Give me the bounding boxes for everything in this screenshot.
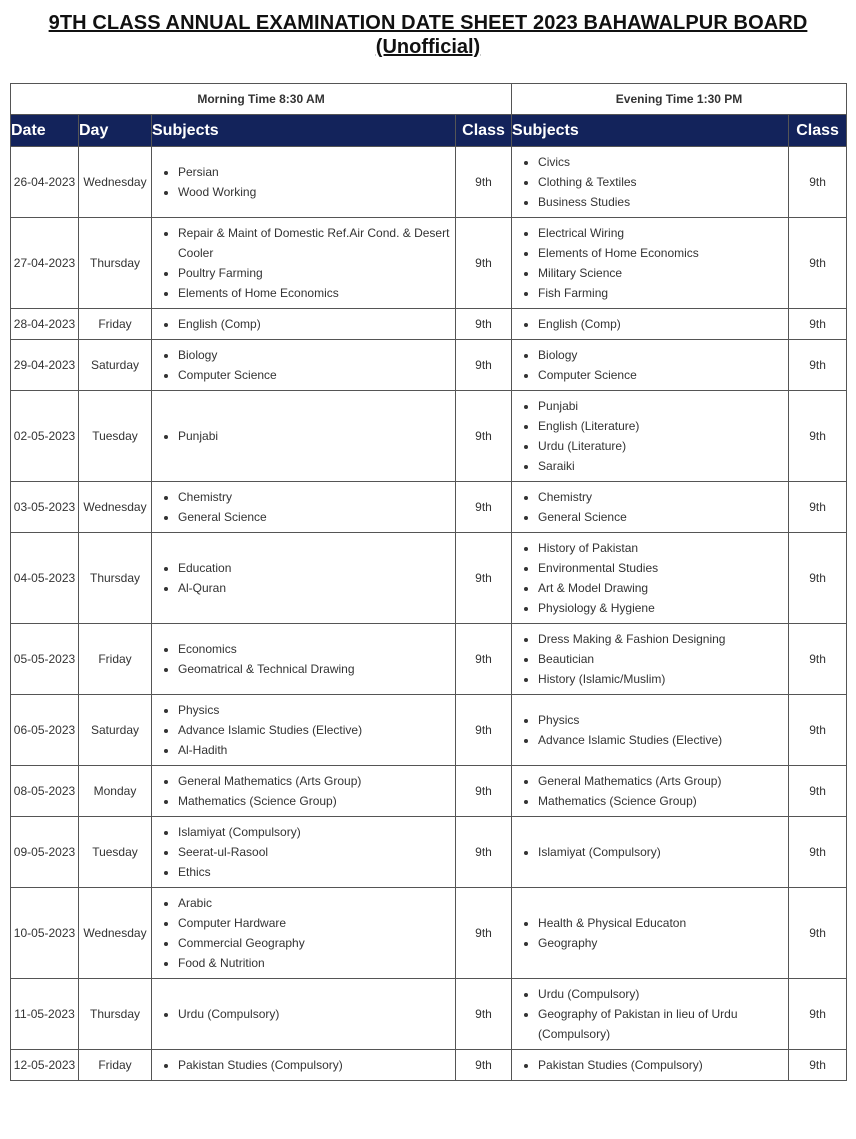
subject-item: • Commercial Geography: [178, 933, 455, 953]
evening-period-header: Evening Time 1:30 PM: [512, 84, 847, 115]
subject-item: • Fish Farming: [538, 283, 788, 303]
subject-item: • Poultry Farming: [178, 263, 455, 283]
subject-item: • Biology: [538, 345, 788, 365]
title-line-1: 9TH CLASS ANNUAL EXAMINATION DATE SHEET 2023 BAHAWALPUR BOARD: [48, 12, 808, 34]
evening-class: 9th: [789, 533, 847, 624]
subject-list: [512, 908, 788, 958]
evening-class: 9th: [789, 482, 847, 533]
subject-list: [152, 482, 455, 532]
subject-list: [512, 837, 788, 867]
morning-subjects: [152, 309, 456, 340]
subject-item: • General Science: [178, 507, 455, 527]
table-row: [11, 482, 847, 533]
evening-subjects: [512, 482, 789, 533]
header-subjects-evening: Subjects: [512, 115, 789, 147]
subject-item: • Al-Hadith: [178, 740, 455, 760]
subject-item: • Physics: [538, 710, 788, 730]
evening-class: 9th: [789, 817, 847, 888]
morning-class: 9th: [456, 979, 512, 1050]
subject-item: • English (Comp): [178, 314, 455, 334]
subject-item: • English (Comp): [538, 314, 788, 334]
evening-subjects: [512, 340, 789, 391]
subject-item: • Advance Islamic Studies (Elective): [538, 730, 788, 750]
morning-subjects: [152, 1050, 456, 1081]
morning-subjects: [152, 533, 456, 624]
subject-item: • Advance Islamic Studies (Elective): [178, 720, 455, 740]
subject-item: • Mathematics (Science Group): [538, 791, 788, 811]
exam-date: 29-04-2023: [11, 340, 79, 391]
evening-class: 9th: [789, 766, 847, 817]
subject-item: • Punjabi: [178, 426, 455, 446]
subject-list: [512, 705, 788, 755]
exam-day: Friday: [79, 1050, 152, 1081]
exam-date: 03-05-2023: [11, 482, 79, 533]
exam-date: 09-05-2023: [11, 817, 79, 888]
subject-item: • General Mathematics (Arts Group): [538, 771, 788, 791]
morning-subjects: [152, 218, 456, 309]
table-row: [11, 391, 847, 482]
evening-subjects: [512, 888, 789, 979]
exam-day: Tuesday: [79, 391, 152, 482]
subject-item: • Wood Working: [178, 182, 455, 202]
subject-item: • History of Pakistan: [538, 538, 788, 558]
subject-list: [512, 624, 788, 694]
subject-item: • General Science: [538, 507, 788, 527]
subject-item: • Education: [178, 558, 455, 578]
subject-list: [512, 533, 788, 623]
subject-list: [512, 391, 788, 481]
subject-item: • Art & Model Drawing: [538, 578, 788, 598]
evening-subjects: [512, 1050, 789, 1081]
subject-list: [152, 634, 455, 684]
exam-date: 27-04-2023: [11, 218, 79, 309]
subject-list: [152, 340, 455, 390]
subject-item: • Physics: [178, 700, 455, 720]
header-class-morning: Class: [456, 115, 512, 147]
evening-subjects: [512, 218, 789, 309]
subject-list: [512, 340, 788, 390]
morning-subjects: [152, 624, 456, 695]
subject-item: • Islamiyat (Compulsory): [538, 842, 788, 862]
morning-subjects: [152, 817, 456, 888]
evening-subjects: [512, 766, 789, 817]
subject-item: • Chemistry: [178, 487, 455, 507]
table-row: [11, 1050, 847, 1081]
subject-item: • Al-Quran: [178, 578, 455, 598]
evening-class: 9th: [789, 309, 847, 340]
exam-date: 12-05-2023: [11, 1050, 79, 1081]
table-row: [11, 766, 847, 817]
table-row: [11, 817, 847, 888]
subject-item: • Mathematics (Science Group): [178, 791, 455, 811]
evening-subjects: [512, 624, 789, 695]
subject-item: • Islamiyat (Compulsory): [178, 822, 455, 842]
subject-item: • Physiology & Hygiene: [538, 598, 788, 618]
table-row: [11, 309, 847, 340]
morning-class: 9th: [456, 482, 512, 533]
exam-day: Thursday: [79, 533, 152, 624]
morning-class: 9th: [456, 817, 512, 888]
subject-item: • Saraiki: [538, 456, 788, 476]
exam-date: 02-05-2023: [11, 391, 79, 482]
table-row: [11, 888, 847, 979]
morning-subjects: [152, 147, 456, 218]
subject-list: [152, 999, 455, 1029]
subject-item: • Arabic: [178, 893, 455, 913]
evening-class: 9th: [789, 218, 847, 309]
table-row: [11, 218, 847, 309]
morning-class: 9th: [456, 533, 512, 624]
exam-date: 11-05-2023: [11, 979, 79, 1050]
table-row: [11, 624, 847, 695]
column-header-row: [11, 115, 847, 147]
evening-subjects: [512, 817, 789, 888]
subject-item: • Computer Science: [178, 365, 455, 385]
table-body: [11, 147, 847, 1081]
subject-list: [152, 553, 455, 603]
subject-item: • Military Science: [538, 263, 788, 283]
exam-date: 05-05-2023: [11, 624, 79, 695]
exam-date: 28-04-2023: [11, 309, 79, 340]
evening-class: 9th: [789, 1050, 847, 1081]
subject-item: • Computer Hardware: [178, 913, 455, 933]
morning-subjects: [152, 888, 456, 979]
subject-item: • History (Islamic/Muslim): [538, 669, 788, 689]
subject-list: [512, 147, 788, 217]
subject-item: • Economics: [178, 639, 455, 659]
subject-item: • Chemistry: [538, 487, 788, 507]
subject-list: [512, 979, 788, 1049]
morning-class: 9th: [456, 218, 512, 309]
exam-day: Friday: [79, 624, 152, 695]
subject-item: • Electrical Wiring: [538, 223, 788, 243]
subject-item: • Seerat-ul-Rasool: [178, 842, 455, 862]
evening-class: 9th: [789, 695, 847, 766]
evening-class: 9th: [789, 624, 847, 695]
evening-subjects: [512, 309, 789, 340]
exam-date: 08-05-2023: [11, 766, 79, 817]
subject-item: • Urdu (Literature): [538, 436, 788, 456]
subject-item: • Punjabi: [538, 396, 788, 416]
evening-class: 9th: [789, 979, 847, 1050]
exam-day: Wednesday: [79, 888, 152, 979]
evening-subjects: [512, 147, 789, 218]
exam-date: 04-05-2023: [11, 533, 79, 624]
table-row: [11, 147, 847, 218]
date-sheet-table: [10, 83, 847, 1081]
subject-list: [152, 218, 455, 308]
exam-date: 10-05-2023: [11, 888, 79, 979]
subject-item: • Health & Physical Educaton: [538, 913, 788, 933]
subject-item: • Urdu (Compulsory): [538, 984, 788, 1004]
exam-day: Friday: [79, 309, 152, 340]
subject-item: • Environmental Studies: [538, 558, 788, 578]
subject-list: [152, 309, 455, 339]
header-day: Day: [79, 115, 152, 147]
morning-subjects: [152, 482, 456, 533]
subject-item: • Clothing & Textiles: [538, 172, 788, 192]
morning-subjects: [152, 766, 456, 817]
morning-class: 9th: [456, 888, 512, 979]
morning-subjects: [152, 340, 456, 391]
subject-list: [152, 817, 455, 887]
subject-item: • Geography of Pakistan in lieu of Urdu (Compulsory): [538, 1004, 788, 1044]
header-class-evening: Class: [789, 115, 847, 147]
subject-item: • Elements of Home Economics: [178, 283, 455, 303]
evening-class: 9th: [789, 340, 847, 391]
evening-class: 9th: [789, 888, 847, 979]
evening-subjects: [512, 695, 789, 766]
subject-list: [152, 695, 455, 765]
subject-item: • Persian: [178, 162, 455, 182]
header-date: Date: [11, 115, 79, 147]
morning-class: 9th: [456, 766, 512, 817]
subject-list: [152, 766, 455, 816]
subject-item: • English (Literature): [538, 416, 788, 436]
subject-item: • Pakistan Studies (Compulsory): [538, 1055, 788, 1075]
subject-item: • Food & Nutrition: [178, 953, 455, 973]
subject-list: [152, 1050, 455, 1080]
subject-item: • Civics: [538, 152, 788, 172]
subject-item: • Biology: [178, 345, 455, 365]
table-row: [11, 533, 847, 624]
morning-class: 9th: [456, 147, 512, 218]
subject-item: • Repair & Maint of Domestic Ref.Air Cond. & Desert Cooler: [178, 223, 455, 263]
subject-item: • Computer Science: [538, 365, 788, 385]
subject-item: • Pakistan Studies (Compulsory): [178, 1055, 455, 1075]
subject-item: • Elements of Home Economics: [538, 243, 788, 263]
morning-class: 9th: [456, 340, 512, 391]
morning-subjects: [152, 979, 456, 1050]
exam-day: Wednesday: [79, 482, 152, 533]
morning-class: 9th: [456, 309, 512, 340]
morning-class: 9th: [456, 391, 512, 482]
exam-day: Wednesday: [79, 147, 152, 218]
subject-list: [152, 157, 455, 207]
subject-list: [512, 309, 788, 339]
morning-subjects: [152, 391, 456, 482]
morning-subjects: [152, 695, 456, 766]
subject-list: [152, 421, 455, 451]
evening-class: 9th: [789, 391, 847, 482]
evening-subjects: [512, 979, 789, 1050]
subject-list: [512, 1050, 788, 1080]
page-title: [0, 11, 856, 59]
exam-day: Thursday: [79, 979, 152, 1050]
evening-class: 9th: [789, 147, 847, 218]
table-row: [11, 340, 847, 391]
exam-day: Saturday: [79, 340, 152, 391]
subject-item: • Beautician: [538, 649, 788, 669]
exam-day: Monday: [79, 766, 152, 817]
subject-list: [152, 888, 455, 978]
exam-date: 06-05-2023: [11, 695, 79, 766]
morning-class: 9th: [456, 695, 512, 766]
evening-subjects: [512, 533, 789, 624]
exam-day: Thursday: [79, 218, 152, 309]
subject-item: • Geography: [538, 933, 788, 953]
table-row: [11, 695, 847, 766]
morning-class: 9th: [456, 624, 512, 695]
subject-item: • Geomatrical & Technical Drawing: [178, 659, 455, 679]
subject-item: • General Mathematics (Arts Group): [178, 771, 455, 791]
title-line-2: (Unofficial): [375, 36, 481, 58]
header-subjects-morning: Subjects: [152, 115, 456, 147]
morning-class: 9th: [456, 1050, 512, 1081]
morning-period-header: Morning Time 8:30 AM: [11, 84, 512, 115]
subject-item: • Urdu (Compulsory): [178, 1004, 455, 1024]
subject-list: [512, 766, 788, 816]
table-row: [11, 979, 847, 1050]
evening-subjects: [512, 391, 789, 482]
subject-item: • Business Studies: [538, 192, 788, 212]
subject-list: [512, 218, 788, 308]
subject-list: [512, 482, 788, 532]
subject-item: • Dress Making & Fashion Designing: [538, 629, 788, 649]
period-row: [11, 84, 847, 115]
exam-day: Saturday: [79, 695, 152, 766]
exam-date: 26-04-2023: [11, 147, 79, 218]
exam-day: Tuesday: [79, 817, 152, 888]
subject-item: • Ethics: [178, 862, 455, 882]
